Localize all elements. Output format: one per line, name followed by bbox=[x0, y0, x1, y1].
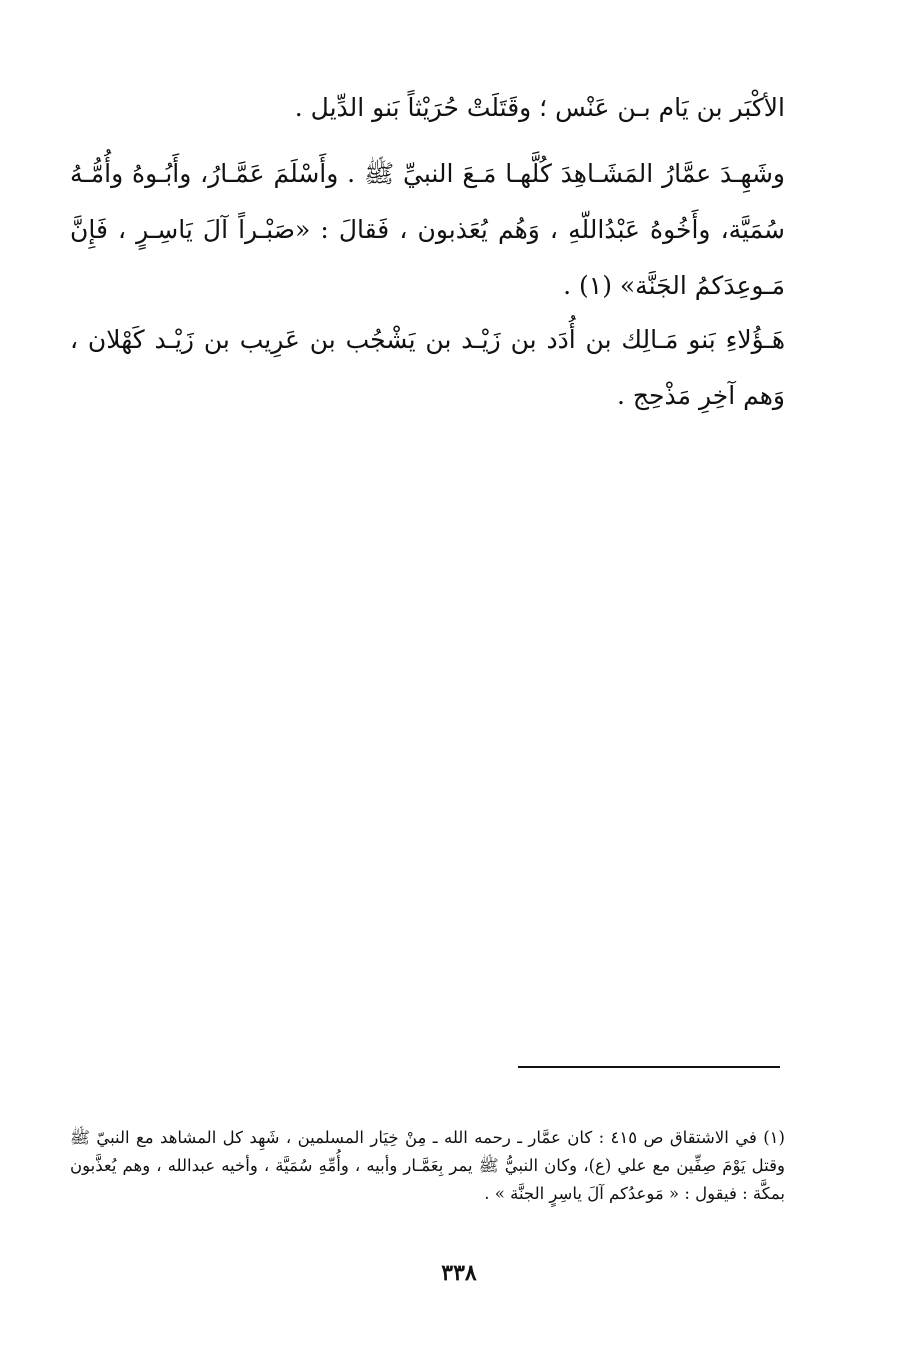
footnote-separator-rule bbox=[518, 1066, 780, 1068]
footnote: (١) في الاشتقاق ص ٤١٥ : كان عمَّار ـ رحمه الله ـ مِنْ خِيَار المسلمين ، شَهِد كل المشاهد مع النبيّ ﷺ وقتل يَوْمَ صِفِّين مع علي (ع)، وكان النبيُّ ﷺ يمر بِعَمَّـار وأبيه ، وأُمِّهِ سُمَيَّة ، وأخيه عبدالله ، وهم يُعذَّبون بمكَّة : فيقول : « مَوعدُكم آلَ ياسِرٍ الجنَّة » . bbox=[70, 1128, 785, 1203]
paragraph-ammar: وشَهِـدَ عمَّارُ المَشَـاهِدَ كُلَّهـا مَـعَ النبيِّ ﷺ . وأَسْلَمَ عَمَّـارُ، وأَبُـوهُ وأُمُّـهُ سُمَيَّة، وأَخُوهُ عَبْدُاللّهِ ، وَهُم يُعَذبون ، فَقالَ : «صَبْـراً آلَ يَاسِـرٍ ، فَإِنَّ مَـوعِدَكمُ الجَنَّة» (١) . bbox=[70, 159, 785, 300]
page-number: ٣٣٨ bbox=[441, 1260, 477, 1286]
paragraph-banu-malik: هَـؤُلاءِ بَنو مَـالِك بن أُدَد بن زَيْـد بن يَشْجُب بن عَرِيب بن زَيْـد كَهْلان ، وَهم آخِرِ مَذْحِج . bbox=[70, 325, 785, 410]
paragraph-lineage-continuation: الأكْبَر بن يَام بـن عَنْس ؛ وقَتَلَتْ حُرَيْثاً بَنو الدِّيل . bbox=[294, 93, 785, 122]
